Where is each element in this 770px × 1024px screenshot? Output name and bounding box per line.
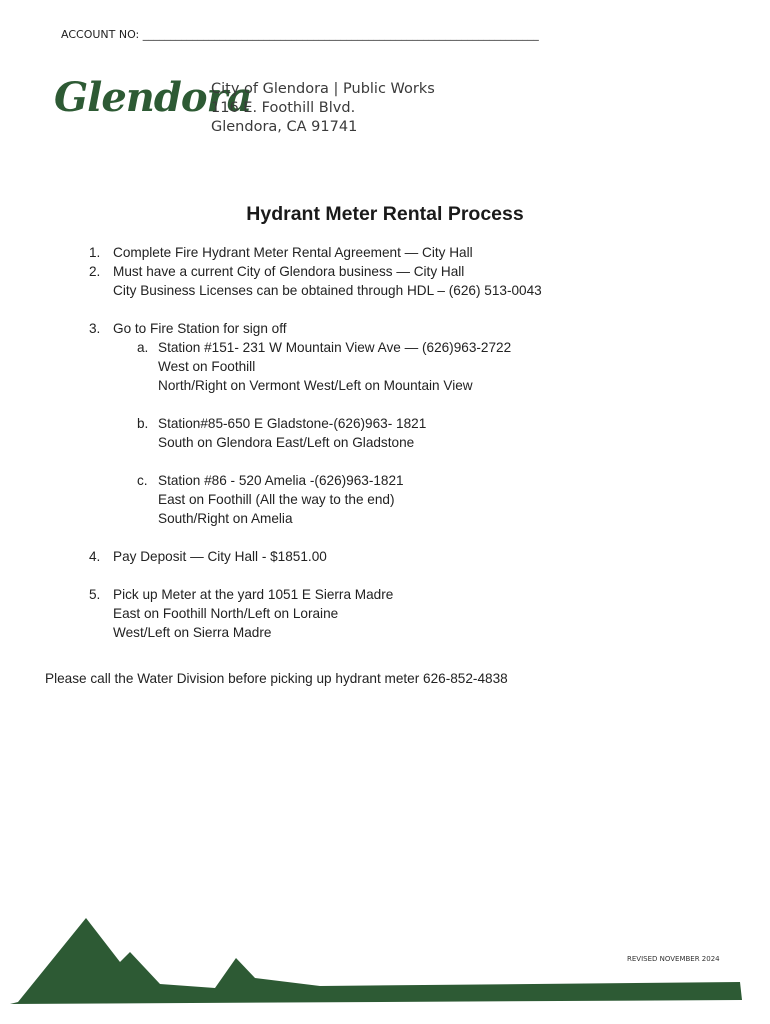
step-number: 5. bbox=[89, 587, 101, 602]
substep-letter: b. bbox=[137, 416, 149, 431]
account-number-field: ACCOUNT NO: ________________________________________________________________________ bbox=[61, 28, 539, 41]
step-5-direction: West/Left on Sierra Madre bbox=[113, 625, 272, 640]
revised-date: REVISED NOVEMBER 2024 bbox=[627, 955, 720, 963]
step-text: Pay Deposit — City Hall - $1851.00 bbox=[113, 549, 327, 564]
substep-text: Station#85-650 E Gladstone-(626)963- 1821 bbox=[158, 416, 427, 431]
step-text: Complete Fire Hydrant Meter Rental Agreement — City Hall bbox=[113, 245, 473, 260]
address-line-street: 116 E. Foothill Blvd. bbox=[211, 100, 356, 116]
steps-list bbox=[89, 243, 542, 642]
step-number: 3. bbox=[89, 321, 101, 336]
step-2-note: City Business Licenses can be obtained through HDL – (626) 513-0043 bbox=[113, 283, 542, 298]
logo-wordmark: Glendora bbox=[54, 74, 252, 121]
step-number: 4. bbox=[89, 549, 101, 564]
substep-b bbox=[89, 414, 542, 433]
step-number: 1. bbox=[89, 245, 101, 260]
substep-b-direction: South on Glendora East/Left on Gladstone bbox=[158, 435, 415, 450]
step-text: Must have a current City of Glendora business — City Hall bbox=[113, 264, 465, 279]
substep-c bbox=[89, 471, 542, 490]
substep-a-direction: West on Foothill bbox=[158, 359, 256, 374]
step-5 bbox=[89, 585, 542, 604]
step-4 bbox=[89, 547, 542, 566]
substep-letter: c. bbox=[137, 473, 148, 488]
page-title: Hydrant Meter Rental Process bbox=[246, 203, 524, 225]
step-2 bbox=[89, 262, 542, 281]
step-number: 2. bbox=[89, 264, 101, 279]
step-text: Pick up Meter at the yard 1051 E Sierra Madre bbox=[113, 587, 394, 602]
address-line-city: Glendora, CA 91741 bbox=[211, 119, 358, 135]
step-1 bbox=[89, 243, 542, 262]
substep-c-direction: East on Foothill (All the way to the end) bbox=[158, 492, 395, 507]
water-division-note: Please call the Water Division before picking up hydrant meter 626-852-4838 bbox=[45, 671, 508, 686]
substep-letter: a. bbox=[137, 340, 149, 355]
substep-c-direction: South/Right on Amelia bbox=[158, 511, 293, 526]
address-block bbox=[211, 80, 435, 137]
substep-text: Station #151- 231 W Mountain View Ave — (626)963-2722 bbox=[158, 340, 512, 355]
substep-a bbox=[89, 338, 542, 357]
step-text: Go to Fire Station for sign off bbox=[113, 321, 287, 336]
step-5-direction: East on Foothill North/Left on Loraine bbox=[113, 606, 339, 621]
substep-a-direction: North/Right on Vermont West/Left on Mountain View bbox=[158, 378, 473, 393]
step-3 bbox=[89, 319, 542, 338]
address-line-org: City of Glendora | Public Works bbox=[211, 81, 435, 97]
substep-text: Station #86 - 520 Amelia -(626)963-1821 bbox=[158, 473, 404, 488]
